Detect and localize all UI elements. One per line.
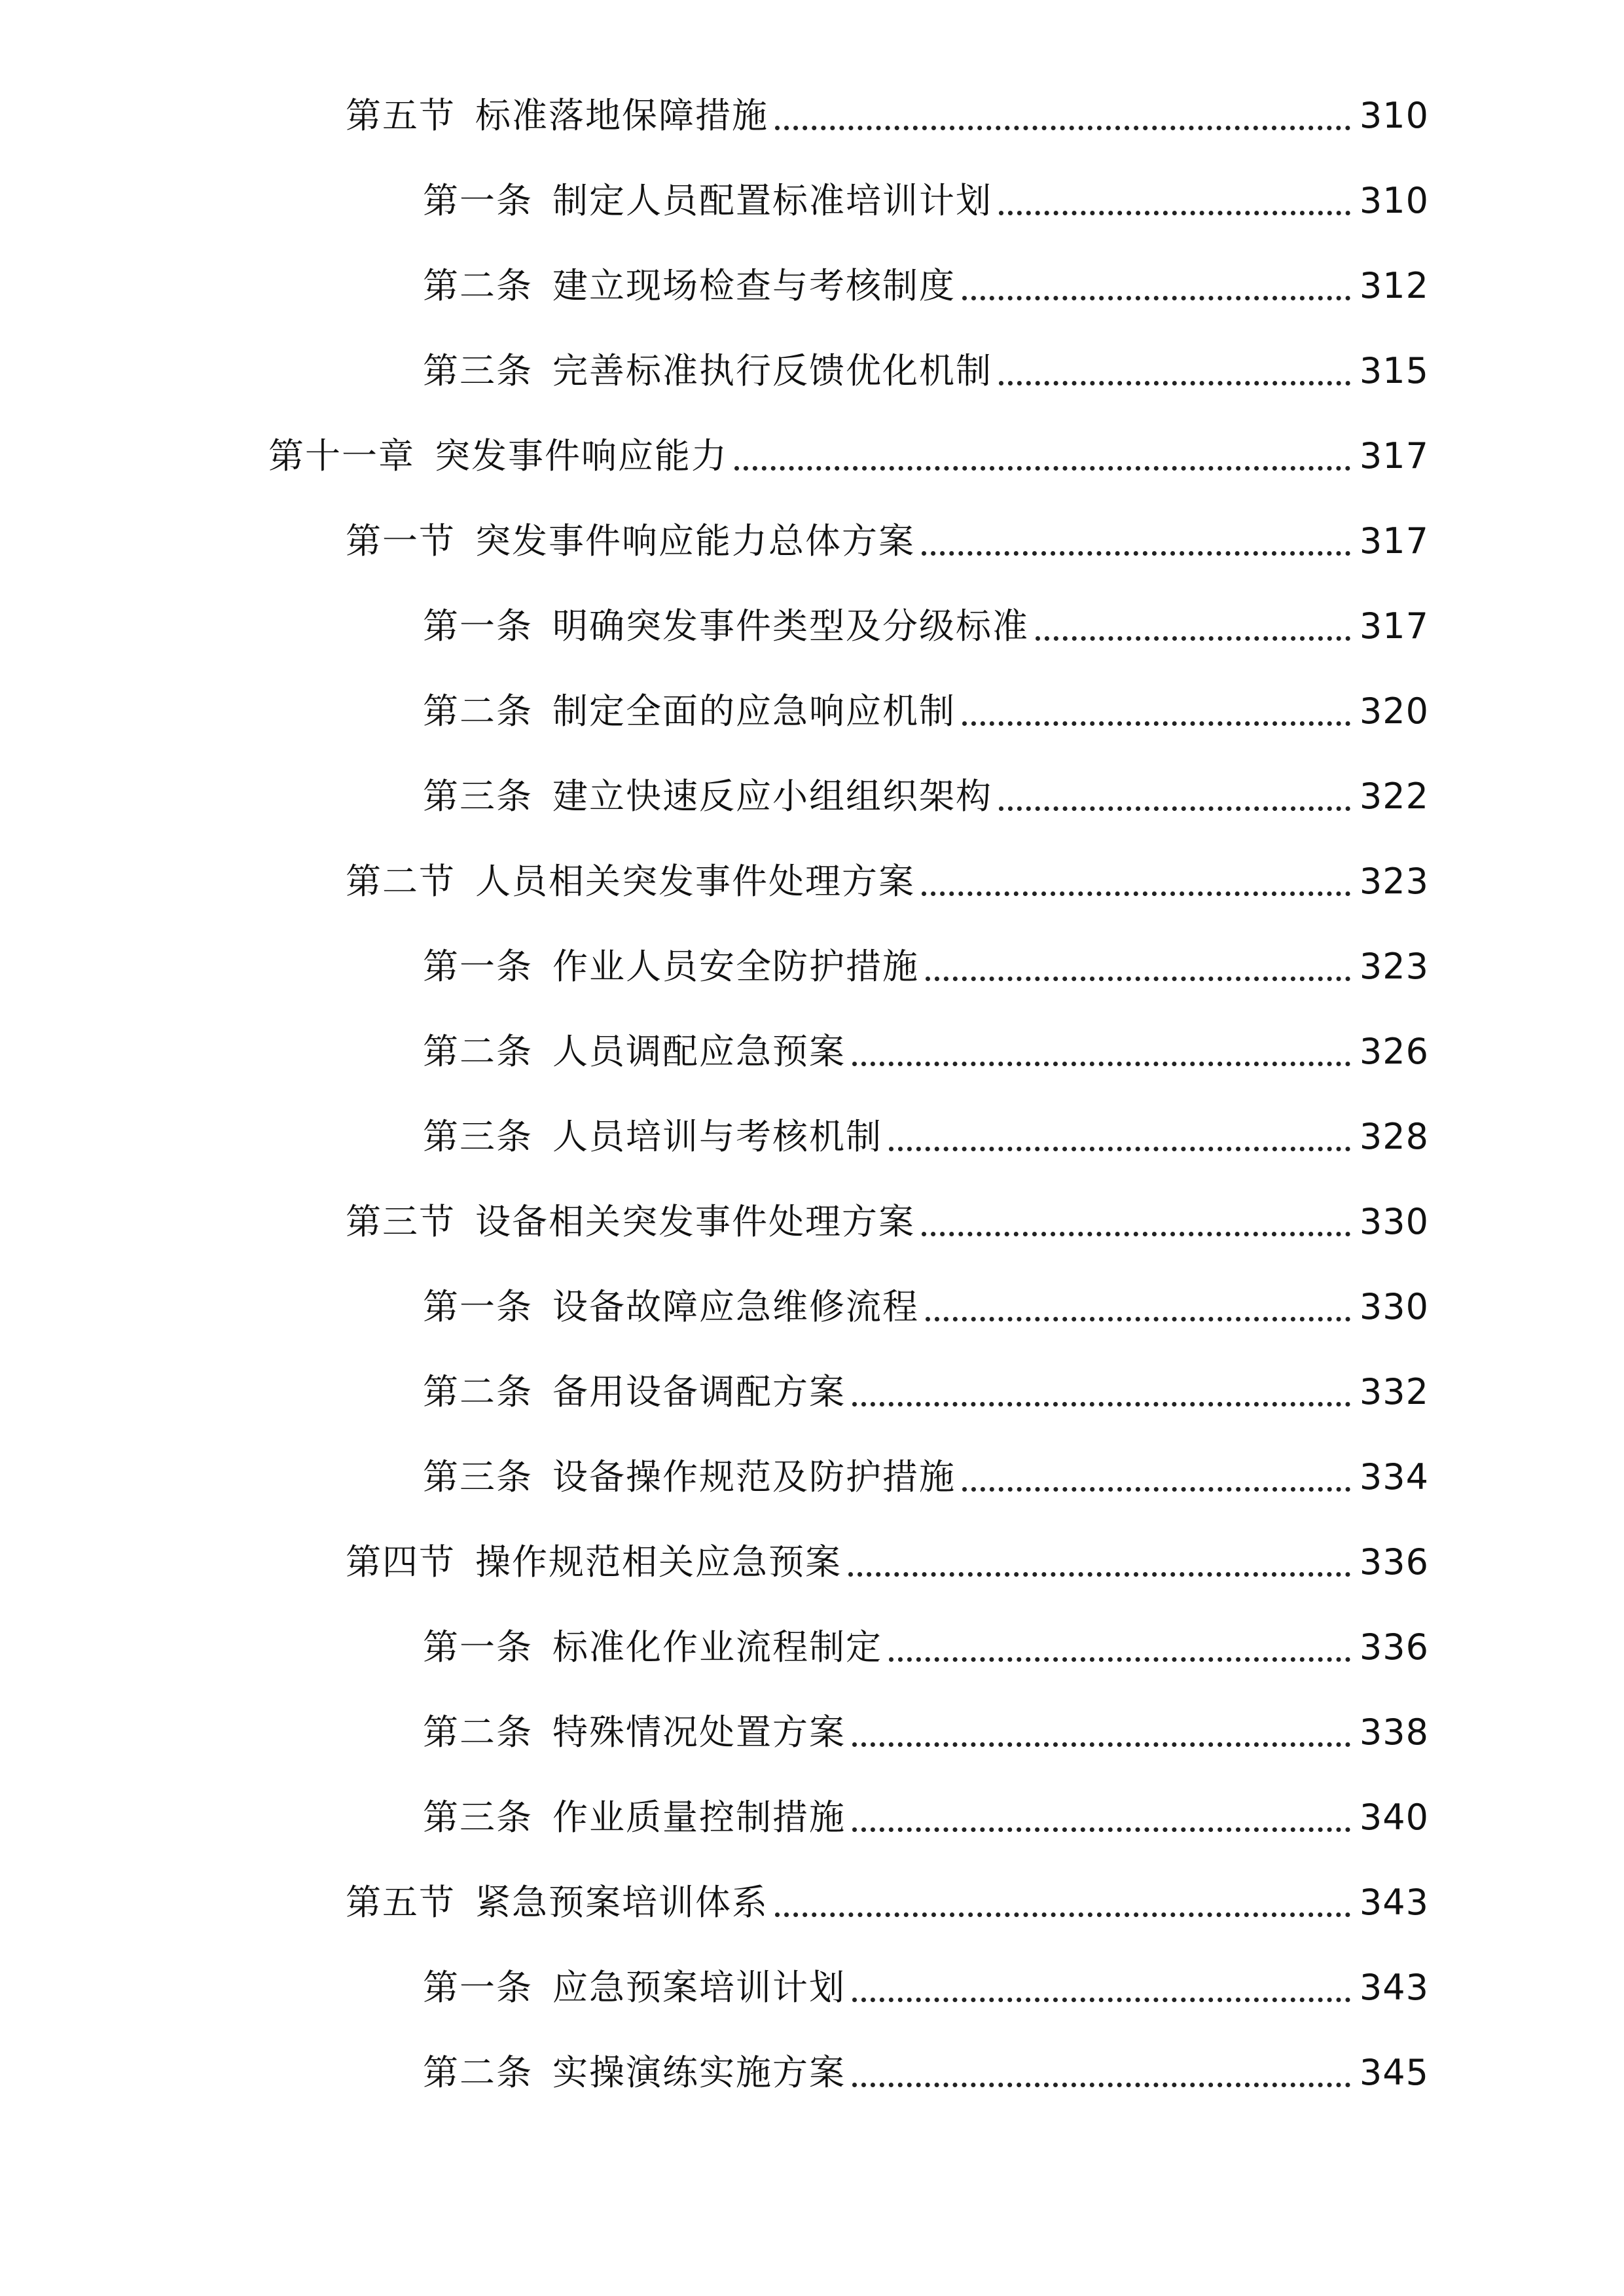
toc-dot-leader	[775, 1912, 1350, 1917]
toc-entry-title: 应急预案培训计划	[552, 1967, 846, 2008]
toc-entry[interactable]	[0, 1775, 1624, 1860]
toc-entry-title: 设备操作规范及防护措施	[552, 1456, 956, 1498]
toc-entry-page: 310	[1359, 180, 1429, 221]
toc-entry-number: 第三条	[423, 350, 533, 391]
toc-entry-number: 第一条	[423, 180, 533, 221]
toc-entry-number: 第一节	[346, 520, 456, 562]
toc-entry[interactable]	[0, 839, 1624, 924]
toc-entry-page: 343	[1359, 1967, 1429, 2008]
toc-entry-page: 328	[1359, 1116, 1429, 1157]
toc-entry-page: 326	[1359, 1031, 1429, 1072]
toc-entry-number: 第三节	[346, 1201, 456, 1242]
toc-entry-title: 制定人员配置标准培训计划	[552, 180, 992, 221]
toc-entry-page: 330	[1359, 1286, 1429, 1327]
toc-entry[interactable]	[0, 414, 1624, 499]
toc-entry-number: 第二条	[423, 1712, 533, 1753]
toc-entry-title: 人员调配应急预案	[552, 1031, 846, 1072]
toc-entry-title: 明确突发事件类型及分级标准	[552, 605, 1029, 647]
toc-entry[interactable]	[0, 669, 1624, 754]
toc-entry-page: 336	[1359, 1541, 1429, 1583]
toc-dot-leader	[999, 381, 1350, 386]
toc-dot-leader	[999, 211, 1350, 215]
toc-entry-title: 突发事件响应能力总体方案	[475, 520, 915, 562]
toc-entry-page: 317	[1359, 605, 1429, 647]
toc-entry-title: 标准落地保障措施	[475, 95, 768, 136]
toc-entry-number: 第五节	[346, 1882, 456, 1923]
toc-entry[interactable]	[0, 1860, 1624, 1945]
toc-entry-number: 第三条	[423, 1116, 533, 1157]
toc-entry-page: 340	[1359, 1797, 1429, 1838]
toc-entry-title: 人员培训与考核机制	[552, 1116, 882, 1157]
toc-entry-page: 323	[1359, 946, 1429, 987]
toc-entry-number: 第三条	[423, 776, 533, 817]
toc-entry-title: 突发事件响应能力	[435, 435, 728, 476]
toc-entry-page: 336	[1359, 1626, 1429, 1668]
toc-entry-number: 第一条	[423, 946, 533, 987]
toc-entry[interactable]	[0, 1265, 1624, 1350]
toc-entry-page: 330	[1359, 1201, 1429, 1242]
toc-dot-leader	[889, 1147, 1350, 1151]
toc-dot-leader	[889, 1657, 1350, 1662]
toc-entry-number: 第二条	[423, 1031, 533, 1072]
toc-dot-leader	[922, 1232, 1350, 1236]
toc-dot-leader	[734, 466, 1350, 471]
toc-entry[interactable]	[0, 1945, 1624, 2030]
toc-entry[interactable]	[0, 1520, 1624, 1605]
toc-entry-title: 标准化作业流程制定	[552, 1626, 882, 1668]
toc-entry-number: 第三条	[423, 1797, 533, 1838]
toc-entry-title: 建立现场检查与考核制度	[552, 265, 956, 306]
toc-entry-number: 第一条	[423, 1967, 533, 2008]
toc-dot-leader	[962, 721, 1350, 726]
toc-entry-page: 332	[1359, 1371, 1429, 1412]
toc-dot-leader	[852, 1402, 1350, 1407]
toc-dot-leader	[926, 977, 1350, 981]
toc-entry[interactable]	[0, 73, 1624, 158]
toc-entry[interactable]	[0, 924, 1624, 1009]
toc-entry-number: 第二条	[423, 1371, 533, 1412]
toc-dot-leader	[848, 1572, 1350, 1577]
toc-entry-title: 完善标准执行反馈优化机制	[552, 350, 992, 391]
toc-entry[interactable]	[0, 499, 1624, 584]
toc-entry[interactable]	[0, 243, 1624, 329]
toc-dot-leader	[852, 1998, 1350, 2002]
toc-entry-title: 作业质量控制措施	[552, 1797, 846, 1838]
toc-entry[interactable]	[0, 1690, 1624, 1775]
toc-entry-title: 设备相关突发事件处理方案	[475, 1201, 915, 1242]
toc-entry-page: 338	[1359, 1712, 1429, 1753]
toc-dot-leader	[852, 1062, 1350, 1066]
toc-entry[interactable]	[0, 1094, 1624, 1179]
toc-entry-page: 322	[1359, 776, 1429, 817]
toc-entry-page: 317	[1359, 435, 1429, 476]
toc-entry[interactable]	[0, 1350, 1624, 1435]
toc-entry-number: 第十一章	[268, 435, 415, 476]
toc-entry-page: 310	[1359, 95, 1429, 136]
toc-entry-title: 设备故障应急维修流程	[552, 1286, 919, 1327]
toc-entry-title: 操作规范相关应急预案	[475, 1541, 842, 1583]
toc-entry-number: 第二条	[423, 2052, 533, 2093]
toc-entry-title: 实操演练实施方案	[552, 2052, 846, 2093]
toc-entry-page: 323	[1359, 861, 1429, 902]
toc-entry-title: 作业人员安全防护措施	[552, 946, 919, 987]
toc-dot-leader	[926, 1317, 1350, 1321]
toc-entry-page: 320	[1359, 691, 1429, 732]
toc-entry[interactable]	[0, 584, 1624, 669]
toc-dot-leader	[962, 296, 1350, 300]
toc-entry-page: 334	[1359, 1456, 1429, 1498]
toc-entry[interactable]	[0, 1435, 1624, 1520]
toc-dot-leader	[852, 1742, 1350, 1747]
toc-entry-title: 人员相关突发事件处理方案	[475, 861, 915, 902]
toc-entry[interactable]	[0, 2030, 1624, 2115]
toc-entry-number: 第一条	[423, 605, 533, 647]
toc-entry-number: 第三条	[423, 1456, 533, 1498]
toc-entry-title: 制定全面的应急响应机制	[552, 691, 956, 732]
toc-dot-leader	[922, 551, 1350, 556]
toc-dot-leader	[922, 891, 1350, 896]
toc-dot-leader	[852, 1827, 1350, 1832]
toc-entry[interactable]	[0, 1009, 1624, 1094]
toc-entry[interactable]	[0, 158, 1624, 243]
toc-entry[interactable]	[0, 329, 1624, 414]
toc-entry-number: 第一条	[423, 1286, 533, 1327]
toc-entry-page: 343	[1359, 1882, 1429, 1923]
toc-entry[interactable]	[0, 1179, 1624, 1265]
toc-entry-title: 特殊情况处置方案	[552, 1712, 846, 1753]
toc-entry-title: 紧急预案培训体系	[475, 1882, 768, 1923]
toc-entry-title: 建立快速反应小组组织架构	[552, 776, 992, 817]
toc-dot-leader	[962, 1487, 1350, 1492]
toc-entry-page: 345	[1359, 2052, 1429, 2093]
toc-entry-number: 第五节	[346, 95, 456, 136]
toc-entry-page: 315	[1359, 350, 1429, 391]
toc-entry-number: 第二条	[423, 691, 533, 732]
table-of-contents	[0, 73, 1624, 2115]
toc-dot-leader	[775, 126, 1350, 130]
toc-dot-leader	[999, 806, 1350, 811]
toc-entry-number: 第一条	[423, 1626, 533, 1668]
toc-entry-number: 第二节	[346, 861, 456, 902]
toc-entry-title: 备用设备调配方案	[552, 1371, 846, 1412]
toc-entry-page: 317	[1359, 520, 1429, 562]
toc-entry[interactable]	[0, 754, 1624, 839]
toc-dot-leader	[852, 2083, 1350, 2087]
toc-entry-page: 312	[1359, 265, 1429, 306]
toc-entry-number: 第二条	[423, 265, 533, 306]
toc-entry-number: 第四节	[346, 1541, 456, 1583]
toc-entry[interactable]	[0, 1605, 1624, 1690]
toc-dot-leader	[1036, 636, 1350, 641]
